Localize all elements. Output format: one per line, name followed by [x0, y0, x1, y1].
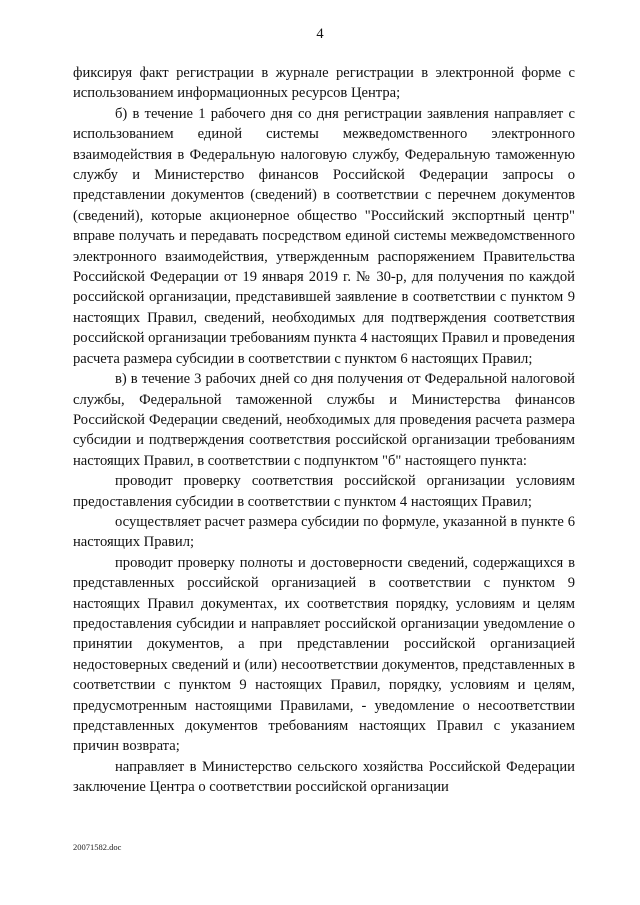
document-body — [73, 63, 575, 798]
paragraph-check-conditions: проводит проверку соответствия российской организации условиям предоставления субсидии в соответствии с пунктом 4 настоящих Правил; — [73, 473, 575, 510]
paragraph-send-conclusion: направляет в Министерство сельского хозяйства Российской Федерации заключение Центра о соответствии российской организации — [73, 758, 575, 796]
page-number: 4 — [316, 26, 324, 42]
paragraph-registration: фиксируя факт регистрации в журнале регистрации в электронной форме с использованием информационных ресурсов Центра; — [73, 65, 575, 102]
paragraph-completeness-check: проводит проверку полноты и достоверности сведений, содержащихся в представленных российской организацией в соответствии с пунктом 9 настоящих Правил документах, их соответствия порядку, условиям и целям предоставления субсидии и направляет российской организации уведомление о принятии документов, а при представлении российской организацией недостоверных сведений и (или) несоответствии документов, представленных в соответствии с пунктом 9 настоящих Правил, порядку, условиям и целям, предусмотренным настоящими Правилами, - уведомление о несоответствии представленных документов требованиям настоящих Правил с указанием причин возврата; — [73, 554, 575, 755]
paragraph-subsidy-calculation: осуществляет расчет размера субсидии по формуле, указанной в пункте 6 настоящих Правил; — [73, 513, 575, 551]
paragraph-item-b: б) в течение 1 рабочего дня со дня регистрации заявления направляет с использованием единой системы межведомственного электронного взаимодействия в Федеральную налоговую службу, Федеральную таможенную службу и Министерство финансов Российской Федерации запросы о представлении документов (сведений) в соответствии с перечнем документов (сведений), которые акционерное общество "Российский экспортный центр" вправе получать и передавать посредством единой системы межведомственного электронного взаимодействия, утвержденным распоряжением Правительства Российской Федерации от 19 января 2019 г. № 30-р, для получения по каждой российской организации, представившей заявление в соответствии с пунктом 9 настоящих Правил, сведений, необходимых для подтверждения соответствия российской организации требованиям пункта 4 настоящих Правил и проведения расчета размера субсидии в соответствии с пунктом 6 настоящих Правил; — [73, 105, 575, 367]
file-name-footer: 20071582.doc — [73, 842, 122, 852]
paragraph-item-v: в) в течение 3 рабочих дней со дня получения от Федеральной налоговой службы, Федеральной таможенной службы и Министерства финансов Российской Федерации сведений, необходимых для проведения расчета размера субсидии и подтверждения соответствия российской организации требованиям настоящих Правил, в соответствии с подпунктом "б" настоящего пункта: — [73, 371, 575, 469]
